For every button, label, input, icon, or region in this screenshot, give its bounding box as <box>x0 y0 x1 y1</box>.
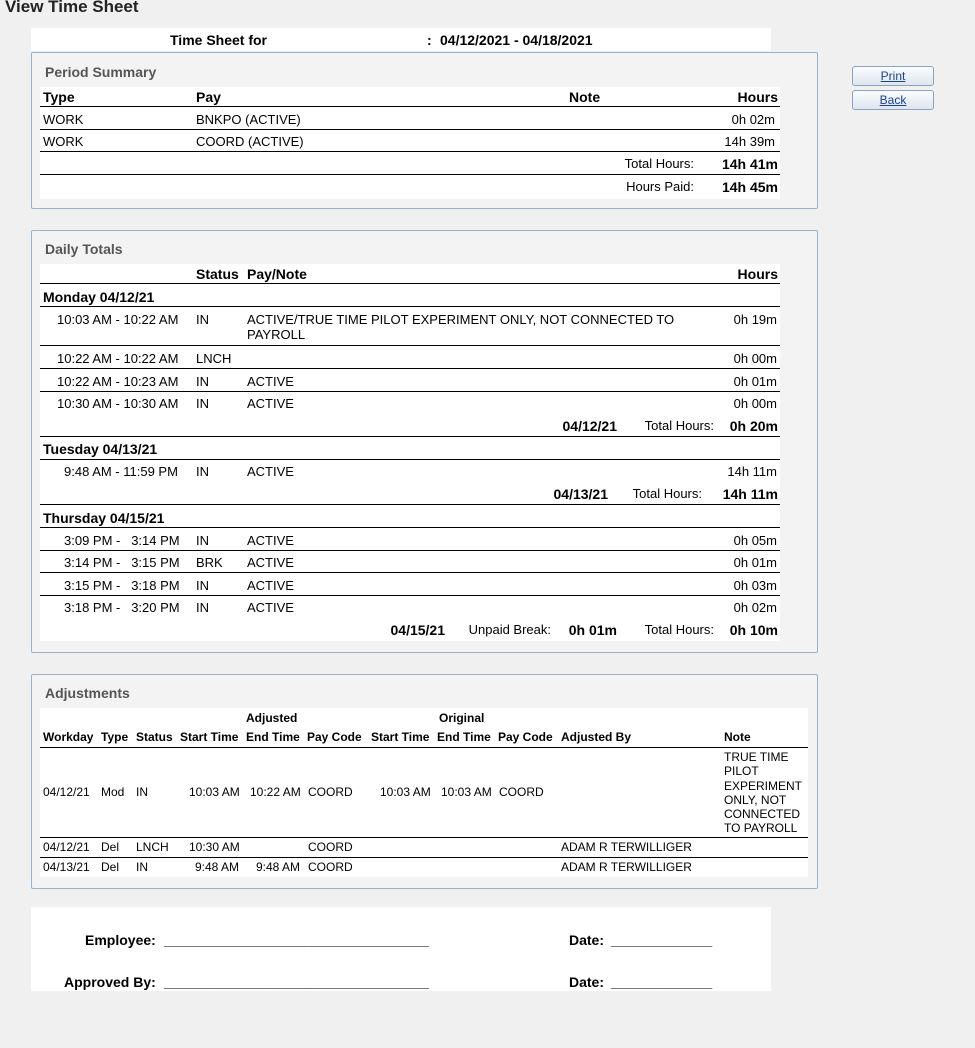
divider <box>40 391 780 392</box>
back-button[interactable] <box>852 90 934 110</box>
note-line: TRUE TIME <box>724 750 789 764</box>
cell-pay: COORD (ACTIVE) <box>196 134 304 149</box>
col-orig-start: Start Time <box>371 730 430 744</box>
daily-totals-panel <box>31 230 818 653</box>
col-type: Type <box>101 730 129 744</box>
day-total-value: 14h 11m <box>722 486 778 502</box>
col-adjusted-by: Adjusted By <box>561 730 632 744</box>
timesheet-period-header <box>31 28 771 51</box>
entry-note: ACTIVE <box>247 555 294 570</box>
col-pay-note: Pay/Note <box>247 266 307 282</box>
cell-workday: 04/12/21 <box>43 785 90 799</box>
daily-totals-title: Daily Totals <box>45 241 123 257</box>
divider <box>40 368 780 369</box>
approver-signature-label: Approved By: <box>64 974 156 990</box>
total-hours-label: Total Hours: <box>624 156 694 171</box>
cell-orig-pay: COORD <box>499 785 544 799</box>
divider <box>40 436 780 437</box>
period-summary-panel <box>31 52 818 209</box>
divider <box>40 527 780 528</box>
adjustment-note <box>724 750 802 836</box>
day-total-label: Total Hours: <box>644 622 714 637</box>
entry-note: ACTIVE <box>247 464 294 479</box>
divider <box>40 306 780 307</box>
col-adj-end: End Time <box>246 730 300 744</box>
day-total-date: 04/15/21 <box>390 622 445 638</box>
cell-type: WORK <box>43 134 84 149</box>
entry-time: 10:22 AM - 10:23 AM <box>57 374 179 389</box>
entry-note: ACTIVE <box>247 600 294 615</box>
print-button[interactable] <box>852 66 934 86</box>
col-status: Status <box>136 730 173 744</box>
divider <box>40 837 808 838</box>
back-button-label: Back <box>879 93 907 107</box>
divider <box>40 345 780 346</box>
print-button-label: Print <box>880 69 906 83</box>
cell-adj-pay: COORD <box>308 840 353 854</box>
col-hours: Hours <box>737 266 778 282</box>
cell-adj-end: 10:22 AM <box>250 785 301 799</box>
entry-hours: 0h 01m <box>733 374 777 389</box>
cell-adj-start: 9:48 AM <box>195 860 240 874</box>
approver-signature-line: __________________________________ <box>164 974 429 990</box>
divider <box>40 174 780 175</box>
adjustments-panel <box>31 674 818 889</box>
entry-status: BRK <box>196 555 223 570</box>
entry-status: IN <box>196 578 209 593</box>
col-adj-pay: Pay Code <box>307 730 362 744</box>
approver-date-label: Date: <box>569 974 605 990</box>
col-note: Note <box>724 730 751 744</box>
cell-type: Mod <box>101 785 125 799</box>
divider <box>40 106 780 107</box>
entry-time: 10:22 AM - 10:22 AM <box>57 351 179 366</box>
cell-adjusted-by: ADAM R TERWILLIGER <box>561 840 692 854</box>
col-workday: Workday <box>43 730 94 744</box>
note-line: PILOT <box>724 764 759 779</box>
cell-pay: BNKPO (ACTIVE) <box>196 112 301 127</box>
cell-adj-start: 10:03 AM <box>189 785 240 799</box>
divider <box>40 572 780 573</box>
cell-status: IN <box>136 860 148 874</box>
entry-time: 3:09 PM - 3:14 PM <box>64 533 180 548</box>
entry-status: IN <box>196 600 209 615</box>
entry-time: 3:15 PM - 3:18 PM <box>64 578 180 593</box>
day-total-value: 0h 10m <box>729 622 778 638</box>
divider <box>40 595 780 596</box>
adjustments-table <box>40 708 808 877</box>
group-adjusted: Adjusted <box>246 711 298 725</box>
day-total-date: 04/13/21 <box>553 486 608 502</box>
signature-block <box>31 907 771 991</box>
hours-paid-value: 14h 45m <box>721 179 778 195</box>
cell-hours: 0h 02m <box>731 112 775 127</box>
day-total-date: 04/12/21 <box>562 418 617 434</box>
divider <box>40 151 780 152</box>
cell-workday: 04/12/21 <box>43 840 90 854</box>
col-pay: Pay <box>196 89 221 105</box>
day-label: Tuesday 04/13/21 <box>43 441 158 457</box>
col-orig-pay: Pay Code <box>498 730 553 744</box>
day-total-value: 0h 20m <box>729 418 778 434</box>
entry-note: ACTIVE <box>247 533 294 548</box>
entry-hours: 14h 11m <box>727 464 777 479</box>
day-label: Monday 04/12/21 <box>43 289 155 305</box>
employee-date-label: Date: <box>569 932 605 948</box>
entry-status: IN <box>196 533 209 548</box>
entry-time: 3:14 PM - 3:15 PM <box>64 555 180 570</box>
employee-date-line: _____________ <box>611 932 713 948</box>
note-line: ONLY, NOT <box>724 792 787 807</box>
period-colon: : <box>427 32 432 48</box>
entry-hours: 0h 00m <box>733 396 777 411</box>
entry-status: IN <box>196 464 209 479</box>
divider <box>40 857 808 858</box>
entry-time: 9:48 AM - 11:59 PM <box>64 464 178 479</box>
entry-note: ACTIVE/TRUE TIME PILOT EXPERIMENT ONLY, NOT CONNECTED TO <box>247 312 675 327</box>
employee-signature-line: __________________________________ <box>164 932 429 948</box>
cell-status: IN <box>136 785 148 799</box>
entry-time: 10:30 AM - 10:30 AM <box>57 396 179 411</box>
total-hours-value: 14h 41m <box>721 156 778 172</box>
entry-note: ACTIVE <box>247 374 294 389</box>
page-title: View Time Sheet <box>5 0 139 16</box>
entry-status: IN <box>196 374 209 389</box>
col-type: Type <box>43 89 75 105</box>
cell-adjusted-by: ADAM R TERWILLIGER <box>561 860 692 874</box>
cell-adj-start: 10:30 AM <box>189 840 240 854</box>
cell-type: Del <box>101 860 120 874</box>
col-hours: Hours <box>737 89 778 105</box>
entry-time: 3:18 PM - 3:20 PM <box>64 600 180 615</box>
group-original: Original <box>439 711 485 725</box>
entry-hours: 0h 01m <box>733 555 777 570</box>
note-line: CONNECTED <box>724 807 801 822</box>
cell-orig-start: 10:03 AM <box>380 785 431 799</box>
entry-hours: 0h 02m <box>733 600 777 615</box>
col-status: Status <box>196 266 239 282</box>
entry-hours: 0h 19m <box>733 312 777 327</box>
entry-hours: 0h 05m <box>733 533 777 548</box>
cell-status: LNCH <box>136 840 169 854</box>
note-line: TO PAYROLL <box>724 821 798 836</box>
period-label: Time Sheet for <box>170 32 267 48</box>
divider <box>40 459 780 460</box>
col-orig-end: End Time <box>437 730 491 744</box>
daily-totals-table <box>40 264 780 641</box>
period-summary-title: Period Summary <box>45 64 157 80</box>
approver-date-line: _____________ <box>611 974 713 990</box>
col-note: Note <box>569 89 601 105</box>
entry-note-continued: PAYROLL <box>247 327 306 342</box>
day-total-label: Total Hours: <box>644 418 714 433</box>
cell-adj-pay: COORD <box>308 860 353 874</box>
cell-hours: 14h 39m <box>724 134 775 149</box>
unpaid-break-label: Unpaid Break: <box>468 622 551 637</box>
entry-status: LNCH <box>196 351 232 366</box>
entry-hours: 0h 03m <box>733 578 777 593</box>
cell-type: Del <box>101 840 120 854</box>
entry-status: IN <box>196 312 209 327</box>
day-label: Thursday 04/15/21 <box>43 510 165 526</box>
entry-status: IN <box>196 396 209 411</box>
divider <box>40 504 780 505</box>
divider <box>40 283 780 284</box>
cell-type: WORK <box>43 112 84 127</box>
unpaid-break-value: 0h 01m <box>568 622 617 638</box>
divider <box>40 550 780 551</box>
cell-workday: 04/13/21 <box>43 860 90 874</box>
hours-paid-label: Hours Paid: <box>626 179 694 194</box>
period-value: 04/12/2021 - 04/18/2021 <box>440 32 593 48</box>
divider <box>40 129 780 130</box>
entry-note: ACTIVE <box>247 396 294 411</box>
entry-time: 10:03 AM - 10:22 AM <box>57 312 179 327</box>
note-line: EXPERIMENT <box>724 778 803 793</box>
adjustments-title: Adjustments <box>45 685 130 701</box>
entry-note: ACTIVE <box>247 578 294 593</box>
entry-hours: 0h 00m <box>733 351 777 366</box>
cell-adj-end: 9:48 AM <box>256 860 301 874</box>
cell-adj-pay: COORD <box>308 785 353 799</box>
divider <box>40 747 808 748</box>
cell-orig-end: 10:03 AM <box>441 785 492 799</box>
employee-signature-label: Employee: <box>85 932 156 948</box>
day-total-label: Total Hours: <box>632 486 702 501</box>
period-summary-table <box>40 87 780 199</box>
col-adj-start: Start Time <box>180 730 239 744</box>
